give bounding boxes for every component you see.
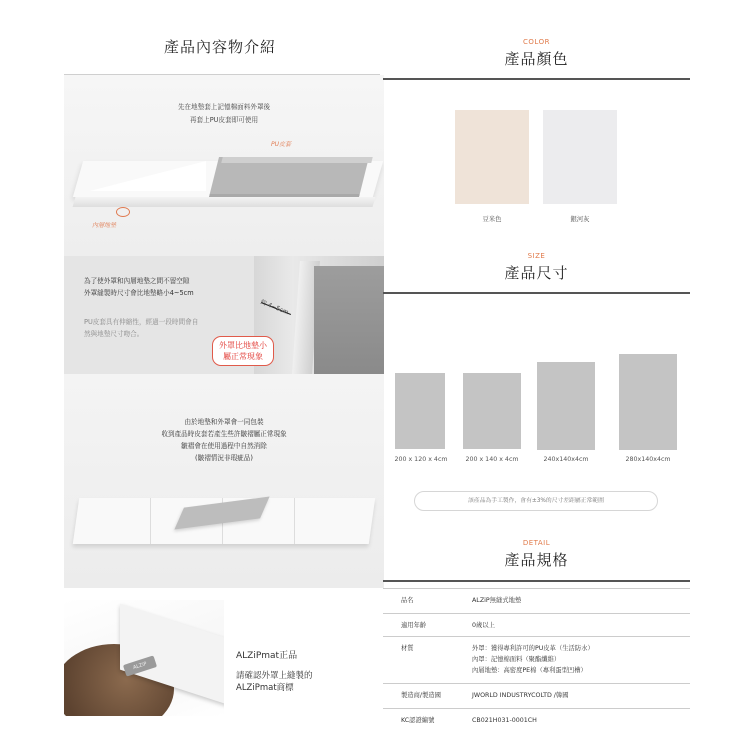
gap-measure-note: 約 4~5cm [259,298,290,317]
brand-label-photo [64,600,224,716]
genuine-subtext-line: ALZiPmat商標 [236,683,294,693]
spec-value-line: 外罩：獲得專利許可的PU皮革（生活防水） [472,645,594,652]
spec-row-age [383,613,690,636]
cover-gap-subtext [84,316,198,340]
packaging-note-line: 皺褶會在使用過程中自然消除 [181,442,267,450]
spec-value: CB021H031-0001CH [472,717,537,724]
spec-row-material [383,636,690,683]
spec-value-line: 內罩：記憶棉面料（聚酯纖維） [472,656,561,663]
inner-mat-gray [314,266,384,374]
brand-tag: ALZiP [123,655,157,676]
spec-row-name [383,588,690,613]
size-rect-240x140 [537,362,595,450]
cover-gap-subtext-line: PU皮套具有伸縮性，經過一段時間會自 [84,318,199,326]
size-label-280x140: 280x140x4cm [625,456,671,463]
detail-section-tag: DETAIL [522,539,551,547]
spec-key: KC認證編號 [401,717,435,724]
mat-edge [73,197,376,207]
size-rect-280x140 [619,354,677,450]
spec-value-line: 內層地墊：高密度PE棉（專利蛋型凹槽） [472,667,587,674]
swatch-beige [455,110,529,204]
normal-phenomenon-badge [212,336,274,366]
swatch-gray-label: 銀河灰 [570,216,590,223]
cover-gap-title [84,275,194,299]
packaging-note-line: (皺褶情況非瑕疵品) [195,454,253,462]
size-section-tag: SIZE [527,252,546,260]
size-rect-200x120 [395,373,445,449]
detail-section-divider [383,580,690,582]
spec-key: 製造商/製造國 [401,692,441,699]
genuine-subtext-line: 請確認外罩上縫製的 [236,671,313,681]
mat-layers-photo [64,75,384,256]
size-section-title: 產品尺寸 [504,264,569,282]
badge-line: 外罩比地墊小 [219,341,267,350]
inner-mat-circle-mark [116,207,130,217]
cover-gap-title-line: 為了使外罩和內層地墊之間不留空隙 [84,277,190,285]
spec-key: 材質 [401,645,414,652]
cover-gap-photo [64,256,384,374]
swatch-beige-label: 豆米色 [482,216,502,223]
cover-gap-subtext-line: 然與地墊尺寸吻合。 [84,330,144,338]
mat-layers-note-line: 先在地墊套上記憶棉面料外罩後 [177,103,271,111]
packaging-note-line: 由於地墊和外罩會一同包裝 [184,418,264,426]
swatch-gray [543,110,617,204]
genuine-subtext [236,670,313,694]
contents-title: 產品內容物介紹 [163,38,276,56]
spec-key: 適用年齡 [401,622,427,629]
pu-cover [209,157,369,197]
pu-cover-top [221,157,372,163]
mat-fold-line [150,498,151,544]
mat-fold-line [294,498,295,544]
spec-value: ALZiP無縫式地墊 [472,597,522,604]
spec-value [472,643,594,676]
packaging-note [64,416,384,464]
size-label-200x140: 200 x 140 x 4cm [465,456,519,463]
color-section-tag: COLOR [523,38,550,46]
spec-key: 品名 [401,597,414,604]
mat-layers-note [64,101,384,127]
spec-value: JWORLD INDUSTRYCOLTD /韓國 [472,692,569,699]
inner-mat-handwritten-label: 內層地墊 [92,222,117,229]
spec-row-kc [383,708,690,733]
size-tolerance-note: 該產品為手工製作，會有±3%的尺寸差距屬正常範圍 [414,491,658,511]
mat-layers-note-line: 再套上PU皮套即可使用 [189,116,259,124]
genuine-title: ALZiPmat正品 [236,651,298,661]
detail-section-title: 產品規格 [504,551,569,569]
packaging-photo [64,374,384,588]
packaging-note-line: 收到產品時皮套若產生些許皺褶屬正常現象 [161,430,287,438]
size-rect-200x140 [463,373,521,449]
size-section-divider [383,292,690,294]
size-label-200x120: 200 x 120 x 4cm [394,456,448,463]
spec-row-manufacturer [383,683,690,708]
cover-gap-title-line: 外罩縫製時尺寸會比地墊略小4~5cm [84,289,194,297]
pu-cover-handwritten-label: PU皮套 [271,141,292,148]
badge-line: 屬正常現象 [223,352,263,361]
color-section-divider [383,78,690,80]
spec-value: 0歲以上 [472,622,495,629]
color-section-title: 產品顏色 [504,50,569,68]
size-label-240x140: 240x140x4cm [543,456,589,463]
